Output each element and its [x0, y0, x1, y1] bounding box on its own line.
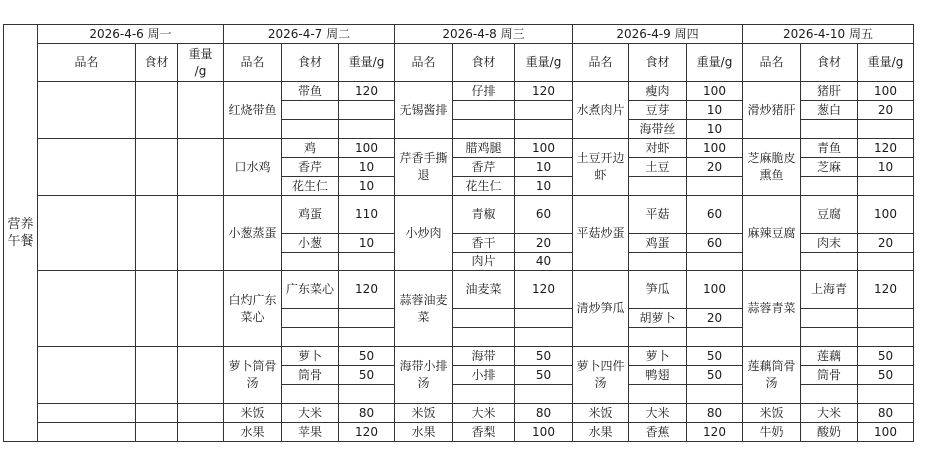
right-pad — [914, 25, 924, 442]
ingredient: 苹果 — [282, 423, 339, 442]
ingredient — [282, 385, 339, 404]
ingredient: 花生仁 — [453, 177, 515, 196]
ingredient: 葱白 — [801, 101, 858, 120]
ingredient: 腊鸡腿 — [453, 139, 515, 158]
weight: 20 — [687, 158, 743, 177]
mon-weight-cell — [178, 423, 224, 442]
mon-weight-cell — [178, 347, 224, 404]
weight — [515, 101, 573, 120]
ingredient: 萝卜 — [629, 347, 687, 366]
ingredient: 筒骨 — [282, 366, 339, 385]
weight: 80 — [687, 404, 743, 423]
dish-name: 蒜蓉油麦菜 — [395, 271, 453, 347]
weight: 120 — [515, 271, 573, 309]
ingredient — [453, 309, 515, 328]
ingredient — [629, 177, 687, 196]
weight: 60 — [687, 234, 743, 253]
ingredient: 广东菜心 — [282, 271, 339, 309]
ingredient: 青鱼 — [801, 139, 858, 158]
header-ingredient: 食材 — [629, 44, 687, 82]
weight — [515, 385, 573, 404]
side-label — [4, 25, 38, 442]
header-weight-a: 重量 — [188, 46, 213, 61]
ingredient: 酸奶 — [801, 423, 858, 442]
date-thu: 2026-4-9 周四 — [573, 25, 743, 44]
weight: 10 — [515, 158, 573, 177]
ingredient: 大米 — [453, 404, 515, 423]
mon-ingredient-cell — [136, 347, 178, 404]
dish-name: 小葱蒸蛋 — [224, 196, 282, 271]
mon-ingredient-cell — [136, 271, 178, 347]
table-row — [4, 139, 924, 158]
mon-ingredient-cell — [136, 139, 178, 196]
weight: 40 — [515, 253, 573, 271]
mon-dish-cell — [38, 271, 136, 347]
weight — [858, 385, 914, 404]
ingredient — [453, 101, 515, 120]
ingredient: 海带丝 — [629, 120, 687, 139]
ingredient: 仔排 — [453, 82, 515, 101]
mon-dish-cell — [38, 423, 136, 442]
weight: 100 — [687, 271, 743, 309]
dish-name: 蒜蓉青菜 — [743, 271, 801, 347]
ingredient: 鸭翅 — [629, 366, 687, 385]
ingredient — [282, 120, 339, 139]
ingredient: 鸡蛋 — [629, 234, 687, 253]
ingredient — [629, 253, 687, 271]
dish-name: 白灼广东菜心 — [224, 271, 282, 347]
ingredient — [629, 328, 687, 347]
date-mon: 2026-4-6 周一 — [38, 25, 224, 44]
ingredient: 大米 — [282, 404, 339, 423]
weight — [687, 177, 743, 196]
weight: 60 — [515, 196, 573, 234]
weight — [515, 120, 573, 139]
mon-weight-cell — [178, 404, 224, 423]
weight: 80 — [339, 404, 395, 423]
weight: 120 — [858, 139, 914, 158]
ingredient: 上海青 — [801, 271, 858, 309]
ingredient: 大米 — [629, 404, 687, 423]
header-dish: 品名 — [743, 44, 801, 82]
weight: 10 — [858, 158, 914, 177]
ingredient: 香梨 — [453, 423, 515, 442]
ingredient: 油麦菜 — [453, 271, 515, 309]
ingredient: 香蕉 — [629, 423, 687, 442]
header-ingredient: 食材 — [453, 44, 515, 82]
ingredient: 带鱼 — [282, 82, 339, 101]
weight: 100 — [687, 82, 743, 101]
lunch-menu-table — [3, 24, 924, 442]
weight: 10 — [339, 158, 395, 177]
dish-name: 萝卜四件汤 — [573, 347, 629, 404]
ingredient — [629, 385, 687, 404]
weight: 100 — [858, 423, 914, 442]
ingredient: 香芹 — [282, 158, 339, 177]
weight: 60 — [687, 196, 743, 234]
ingredient: 芝麻 — [801, 158, 858, 177]
dish-name: 米饭 — [224, 404, 282, 423]
weight — [858, 120, 914, 139]
ingredient: 小葱 — [282, 234, 339, 253]
dish-name: 海带小排汤 — [395, 347, 453, 404]
ingredient: 豆芽 — [629, 101, 687, 120]
weight: 100 — [515, 423, 573, 442]
ingredient — [282, 328, 339, 347]
weight: 50 — [515, 347, 573, 366]
mon-dish-cell — [38, 347, 136, 404]
ingredient: 笋瓜 — [629, 271, 687, 309]
dish-name: 莲藕筒骨汤 — [743, 347, 801, 404]
ingredient: 海带 — [453, 347, 515, 366]
date-fri: 2026-4-10 周五 — [743, 25, 914, 44]
ingredient: 大米 — [801, 404, 858, 423]
ingredient: 对虾 — [629, 139, 687, 158]
dish-name: 米饭 — [395, 404, 453, 423]
ingredient — [801, 309, 858, 328]
ingredient — [453, 385, 515, 404]
mon-ingredient-cell — [136, 196, 178, 271]
weight — [339, 253, 395, 271]
ingredient — [453, 120, 515, 139]
ingredient: 筒骨 — [801, 366, 858, 385]
weight: 120 — [339, 423, 395, 442]
weight: 10 — [687, 101, 743, 120]
dish-name: 米饭 — [573, 404, 629, 423]
dish-name: 牛奶 — [743, 423, 801, 442]
weight: 10 — [339, 234, 395, 253]
date-row — [4, 25, 924, 44]
ingredient: 鸡 — [282, 139, 339, 158]
ingredient: 萝卜 — [282, 347, 339, 366]
header-dish: 品名 — [395, 44, 453, 82]
header-dish: 品名 — [38, 44, 136, 82]
weight: 20 — [858, 101, 914, 120]
weight: 20 — [858, 234, 914, 253]
ingredient: 土豆 — [629, 158, 687, 177]
dish-name: 无锡酱排 — [395, 82, 453, 139]
ingredient — [801, 385, 858, 404]
weight: 50 — [687, 366, 743, 385]
weight: 100 — [515, 139, 573, 158]
weight: 10 — [515, 177, 573, 196]
weight — [687, 253, 743, 271]
weight — [339, 385, 395, 404]
header-weight: 重量/g — [858, 44, 914, 82]
dish-name: 萝卜筒骨汤 — [224, 347, 282, 404]
mon-weight-cell — [178, 139, 224, 196]
table-row — [4, 196, 924, 215]
mon-weight-cell — [178, 271, 224, 347]
dish-name: 清炒笋瓜 — [573, 271, 629, 347]
dish-name: 滑炒猪肝 — [743, 82, 801, 139]
weight: 20 — [687, 309, 743, 328]
mon-dish-cell — [38, 82, 136, 139]
weight: 50 — [515, 366, 573, 385]
weight: 100 — [339, 139, 395, 158]
weight — [339, 120, 395, 139]
weight: 50 — [339, 347, 395, 366]
weight — [515, 309, 573, 328]
weight: 80 — [858, 404, 914, 423]
ingredient — [282, 101, 339, 120]
weight: 120 — [858, 271, 914, 309]
date-wed: 2026-4-8 周三 — [395, 25, 573, 44]
ingredient: 香干 — [453, 234, 515, 253]
weight: 120 — [687, 423, 743, 442]
ingredient: 香芹 — [453, 158, 515, 177]
dish-name: 小炒肉 — [395, 196, 453, 271]
weight: 10 — [687, 120, 743, 139]
dish-name: 麻辣豆腐 — [743, 196, 801, 271]
mon-dish-cell — [38, 196, 136, 271]
weight: 50 — [858, 347, 914, 366]
dish-name: 口水鸡 — [224, 139, 282, 196]
dish-name: 水果 — [573, 423, 629, 442]
weight — [858, 328, 914, 347]
ingredient: 平菇 — [629, 196, 687, 234]
header-ingredient: 食材 — [801, 44, 858, 82]
weight: 120 — [339, 82, 395, 101]
table-row — [4, 82, 924, 101]
table-row — [4, 347, 924, 366]
weight: 10 — [339, 177, 395, 196]
dish-name: 红烧带鱼 — [224, 82, 282, 139]
ingredient: 莲藕 — [801, 347, 858, 366]
ingredient: 瘦肉 — [629, 82, 687, 101]
weight — [515, 328, 573, 347]
ingredient — [801, 120, 858, 139]
ingredient: 豆腐 — [801, 196, 858, 234]
mon-ingredient-cell — [136, 82, 178, 139]
header-weight: 重量/g — [339, 44, 395, 82]
dish-name: 土豆开边虾 — [573, 139, 629, 196]
mon-weight-cell — [178, 196, 224, 271]
side-label-text: 营养午餐 — [7, 217, 34, 249]
dish-name: 水果 — [395, 423, 453, 442]
ingredient: 肉片 — [453, 253, 515, 271]
weight — [339, 101, 395, 120]
table-row — [4, 271, 924, 290]
ingredient: 猪肝 — [801, 82, 858, 101]
mon-dish-cell — [38, 139, 136, 196]
weight: 100 — [858, 82, 914, 101]
mon-dish-cell — [38, 404, 136, 423]
ingredient — [282, 253, 339, 271]
header-row — [4, 44, 924, 82]
weight: 50 — [858, 366, 914, 385]
mon-weight-cell — [178, 82, 224, 139]
header-ingredient: 食材 — [282, 44, 339, 82]
table-row — [4, 423, 924, 442]
weight: 50 — [339, 366, 395, 385]
ingredient: 花生仁 — [282, 177, 339, 196]
weight — [687, 328, 743, 347]
header-dish: 品名 — [224, 44, 282, 82]
weight: 20 — [515, 234, 573, 253]
ingredient — [801, 177, 858, 196]
ingredient: 胡萝卜 — [629, 309, 687, 328]
mon-ingredient-cell — [136, 404, 178, 423]
ingredient: 鸡蛋 — [282, 196, 339, 234]
mon-ingredient-cell — [136, 423, 178, 442]
ingredient — [282, 309, 339, 328]
dish-name: 平菇炒蛋 — [573, 196, 629, 271]
ingredient — [801, 253, 858, 271]
header-ingredient: 食材 — [136, 44, 178, 82]
ingredient: 肉末 — [801, 234, 858, 253]
ingredient: 小排 — [453, 366, 515, 385]
header-weight-b: /g — [194, 63, 207, 78]
dish-name: 水煮肉片 — [573, 82, 629, 139]
weight — [858, 253, 914, 271]
dish-name: 米饭 — [743, 404, 801, 423]
weight: 120 — [339, 271, 395, 309]
weight — [858, 177, 914, 196]
weight: 120 — [515, 82, 573, 101]
weight: 110 — [339, 196, 395, 234]
ingredient — [801, 328, 858, 347]
weight — [339, 309, 395, 328]
table-row — [4, 404, 924, 423]
ingredient: 青椒 — [453, 196, 515, 234]
dish-name: 水果 — [224, 423, 282, 442]
header-weight: 重量/g — [515, 44, 573, 82]
dish-name: 芹香手撕退 — [395, 139, 453, 196]
date-tue: 2026-4-7 周二 — [224, 25, 395, 44]
dish-name: 芝麻脆皮熏鱼 — [743, 139, 801, 196]
weight — [687, 385, 743, 404]
weight — [339, 328, 395, 347]
weight: 100 — [858, 196, 914, 234]
weight: 80 — [515, 404, 573, 423]
weight: 100 — [687, 139, 743, 158]
header-weight: 重量/g — [687, 44, 743, 82]
header-dish: 品名 — [573, 44, 629, 82]
header-weight-mon — [178, 44, 224, 82]
weight: 50 — [687, 347, 743, 366]
weight — [858, 309, 914, 328]
ingredient — [453, 328, 515, 347]
